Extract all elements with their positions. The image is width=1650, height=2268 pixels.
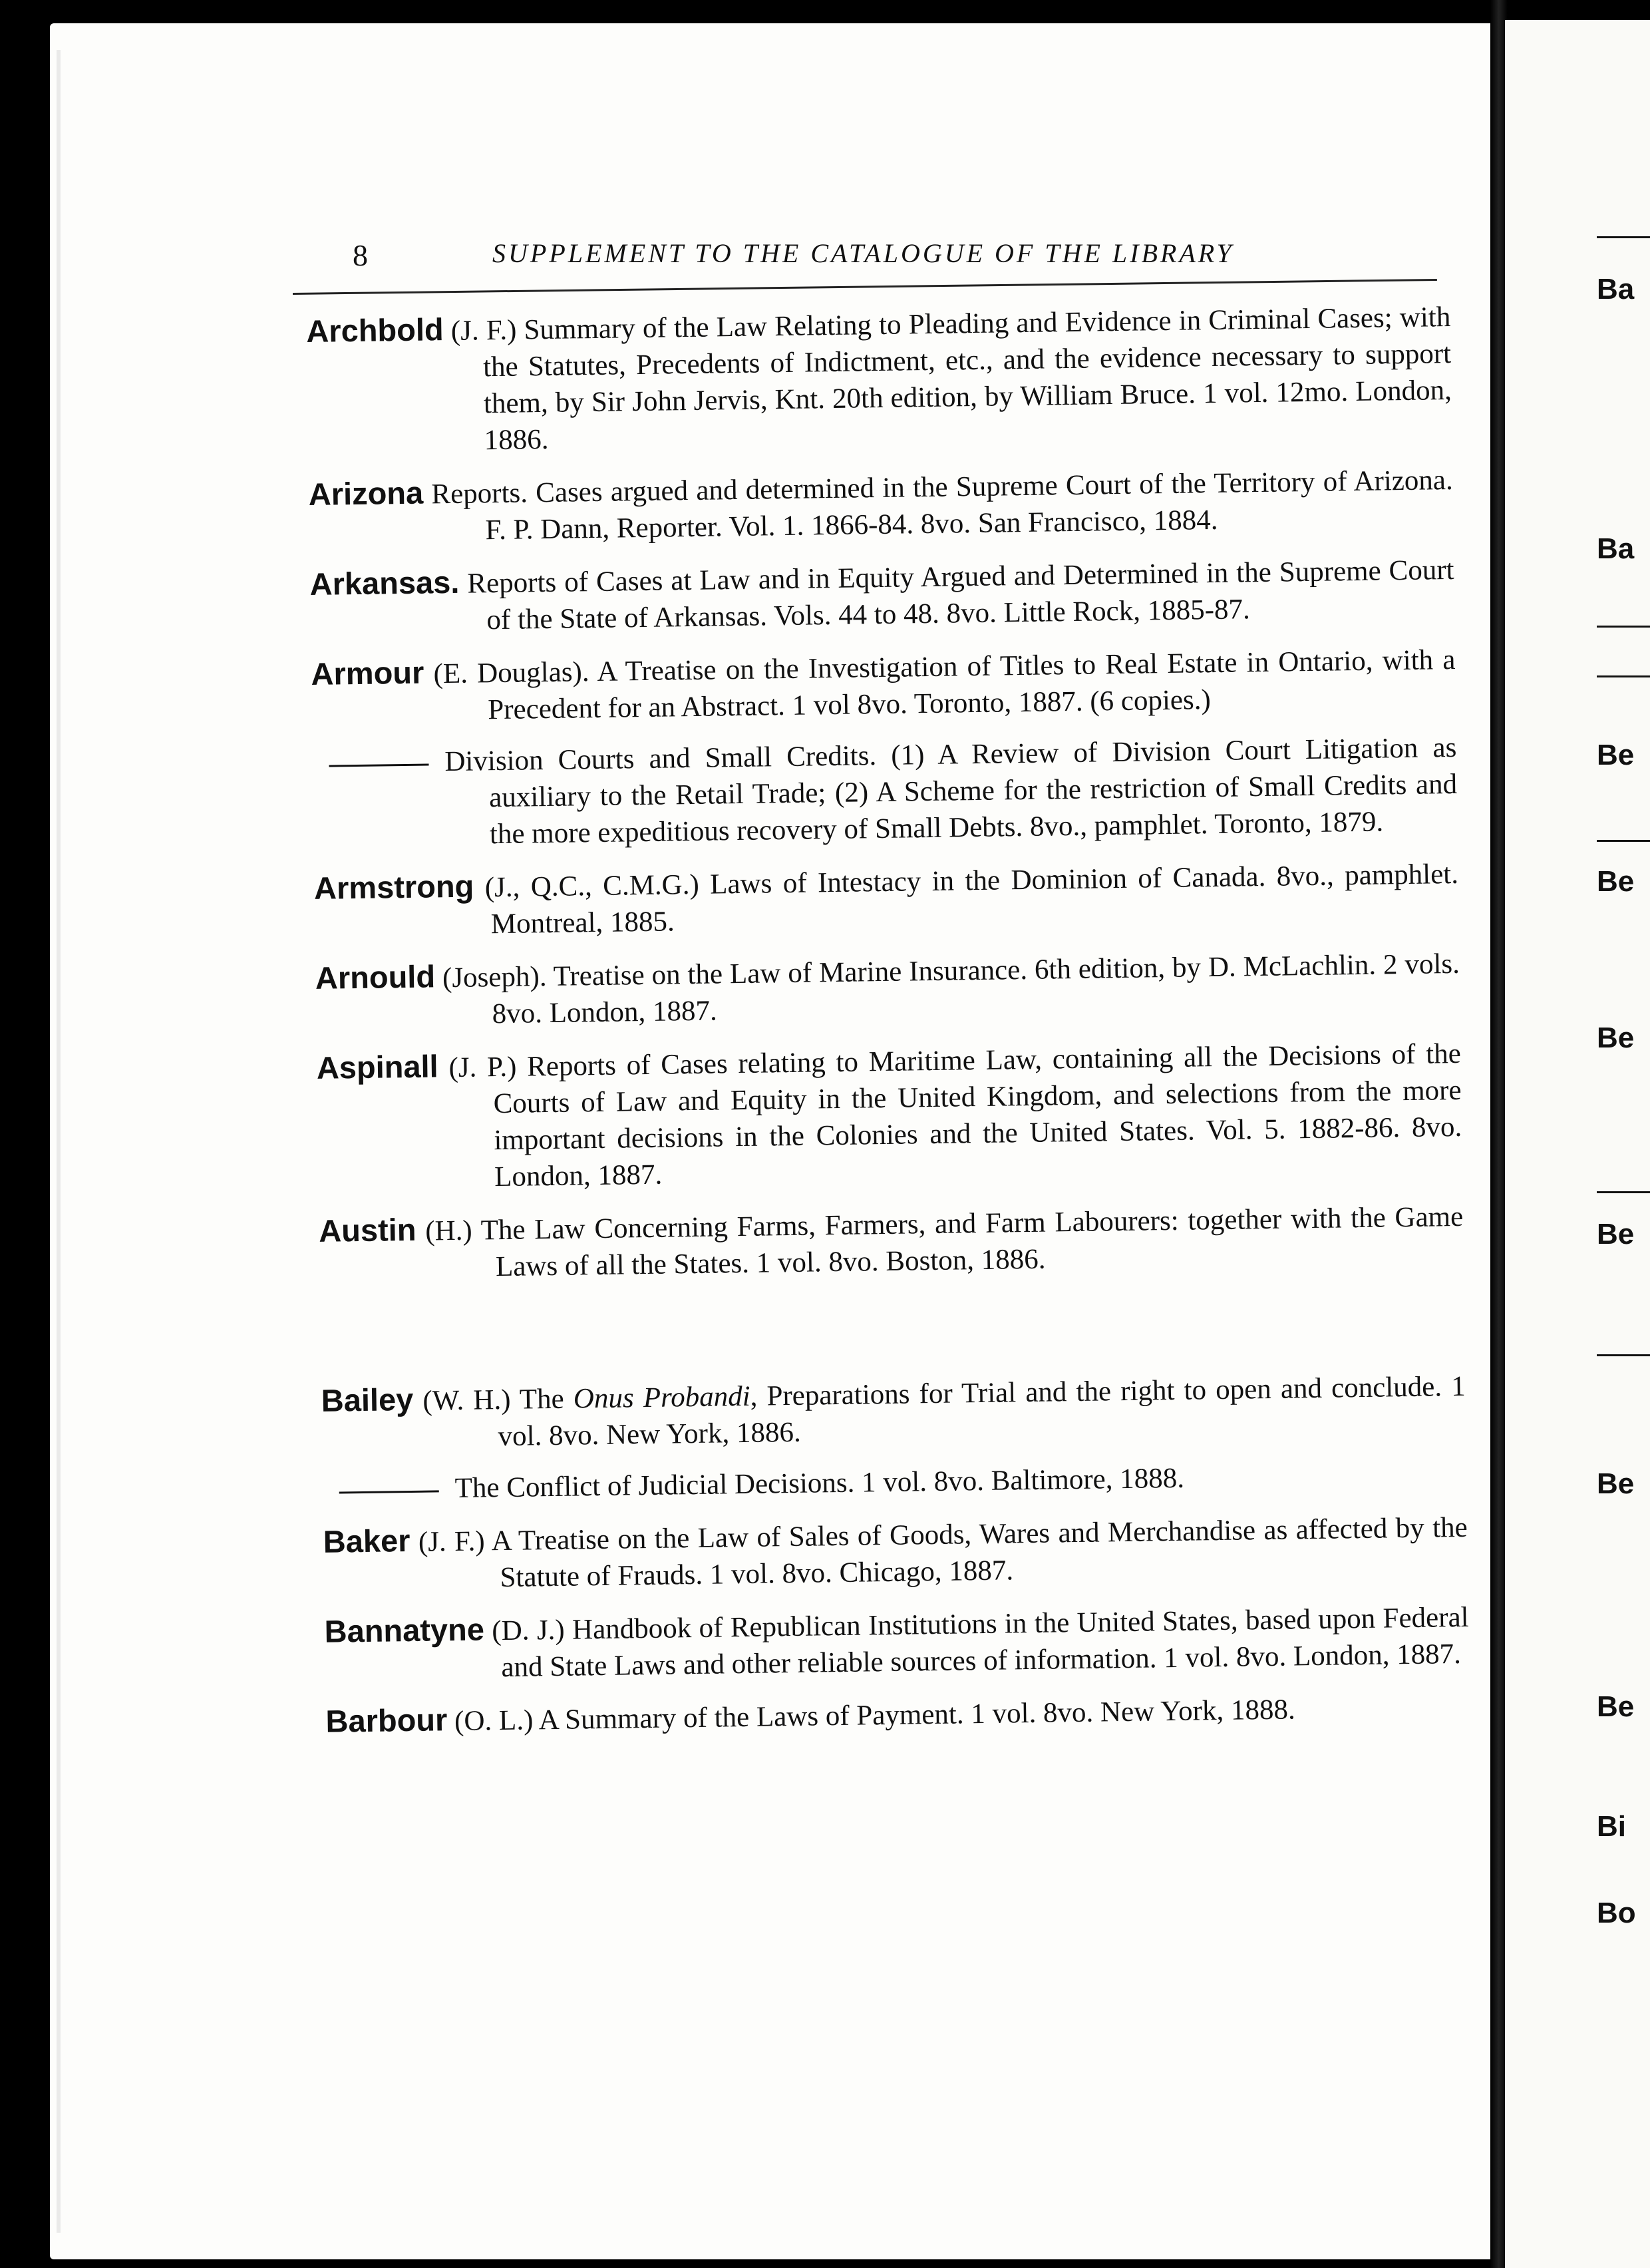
ditto-dash — [339, 1490, 439, 1493]
entry-archbold — [306, 297, 1452, 461]
entry-text: (E. Douglas). A Treatise on the Investigation of Titles to Real Estate in Ontario, with a Precedent for an Abstract. 1 vol 8vo. Toronto, 1887. (6 copies.) — [433, 644, 1456, 726]
running-title: SUPPLEMENT TO THE CATALOGUE OF THE LIBRARY — [492, 238, 1234, 268]
section-gap — [320, 1286, 1466, 1382]
entry-name: Aspinall — [316, 1048, 439, 1085]
entry-text: (J. F.) Summary of the Law Relating to Pleading and Evidence in Criminal Cases; with the Statutes, Precedents of Indictment, etc., and the evidence necessary to support them, by Sir John Jervis, Knt. 20th edition, by William Bruce. 1 vol. 12mo. London, 1886. — [450, 301, 1452, 457]
facing-rule — [1597, 840, 1650, 842]
page-number: 8 — [353, 238, 368, 272]
entry-arnould — [315, 944, 1460, 1035]
entry-text: Reports. Cases argued and determined in the Supreme Court of the Territory of Arizona. F. P. Dann, Reporter. Vol. 1. 1866-84. 8vo. San Francisco, 1884. — [431, 464, 1454, 546]
facing-rule — [1597, 236, 1650, 238]
entry-name: Barbour — [325, 1702, 448, 1739]
entry-name: Arnould — [315, 958, 436, 996]
facing-rule — [1597, 1191, 1650, 1193]
entry-armstrong — [314, 854, 1459, 945]
entry-name: Arizona — [308, 474, 424, 512]
entry-armour-division-courts — [312, 729, 1458, 855]
entry-text: (J. F.) A Treatise on the Law of Sales of Goods, Wares and Merchandise as affected by the Statute of Frauds. 1 vol. 8vo. Chicago, 1887. — [418, 1511, 1468, 1594]
facing-rule — [1597, 1354, 1650, 1356]
facing-word: Be — [1597, 865, 1635, 898]
entry-text: , Preparations for Trial and the right to open and conclude. 1 vol. 8vo. New York, 1886. — [498, 1370, 1466, 1453]
entry-name: Baker — [323, 1522, 411, 1559]
facing-word: Ba — [1597, 273, 1635, 305]
entry-baker — [323, 1507, 1468, 1599]
entry-name: Bailey — [321, 1381, 414, 1418]
entry-name: Archbold — [306, 311, 444, 349]
facing-word: Be — [1597, 1218, 1635, 1250]
entry-text: (H.) The Law Concerning Farms, Farmers, and Farm Labourers: together with the Game Laws of all the States. 1 vol. 8vo. Boston, 1886. — [424, 1201, 1464, 1283]
entry-name: Austin — [318, 1211, 416, 1248]
entry-text: Reports of Cases at Law and in Equity Argued and Determined in the Supreme Court of the State of Arkansas. Vols. 44 to 48. 8vo. Little Rock, 1885-87. — [467, 554, 1454, 636]
page-header — [353, 238, 1484, 291]
facing-word: Be — [1597, 1467, 1635, 1500]
facing-word: Be — [1597, 1022, 1635, 1054]
entry-arkansas — [309, 550, 1454, 641]
entry-aspinall — [316, 1034, 1462, 1198]
facing-word: Ba — [1597, 532, 1635, 565]
entry-italic-title: Onus Probandi — [573, 1380, 750, 1415]
entry-text: (D. J.) Handbook of Republican Institutions in the United States, based upon Federal and State Laws and other reliable sources of information. 1 vol. 8vo. London, 1887. — [492, 1601, 1469, 1684]
entry-text: (J. P.) Reports of Cases relating to Maritime Law, containing all the Decisions of the Courts of Law and Equity in the United Kingdom, and selections from the more important decisions in the Colonies and the United States. Vol. 5. 1882-86. 8vo. London, 1887. — [448, 1038, 1462, 1193]
facing-rule — [1597, 675, 1650, 677]
entry-bannatyne — [324, 1597, 1469, 1688]
entry-armour — [311, 640, 1456, 731]
entry-barbour — [325, 1687, 1470, 1742]
facing-word: Be — [1597, 739, 1635, 771]
entry-bailey-conflict — [322, 1456, 1467, 1509]
entry-text: The Conflict of Judicial Decisions. 1 vol. 8vo. Baltimore, 1888. — [454, 1462, 1185, 1505]
entry-name: Armour — [311, 654, 424, 691]
entry-name: Arkansas. — [309, 564, 460, 602]
facing-page-fragments — [1597, 0, 1650, 2268]
entry-text: (Joseph). Treatise on the Law of Marine Insurance. 6th edition, by D. McLachlin. 2 vols. 8vo. London, 1887. — [442, 948, 1460, 1030]
entry-text: (O. L.) A Summary of the Laws of Payment. 1 vol. 8vo. New York, 1888. — [454, 1694, 1295, 1738]
catalogue-entries — [306, 297, 1470, 1756]
entry-bailey — [321, 1366, 1466, 1457]
facing-word: Bo — [1597, 1897, 1636, 1929]
facing-word: Be — [1597, 1690, 1635, 1723]
entry-name: Armstrong — [313, 868, 474, 906]
entry-text: (W. H.) The — [422, 1383, 574, 1417]
entry-arizona — [308, 460, 1453, 551]
entry-text: (J., Q.C., C.M.G.) Laws of Intestacy in the Dominion of Canada. 8vo., pamphlet. Montreal, 1885. — [484, 858, 1459, 940]
ditto-dash — [329, 763, 428, 767]
entry-name: Bannatyne — [324, 1611, 485, 1649]
facing-word: Bi — [1597, 1810, 1626, 1843]
entry-text: Division Courts and Small Credits. (1) A Review of Division Court Litigation as auxiliary to the Retail Trade; (2) A Scheme for the restriction of Small Credits and the more expeditious recovery of Small Debts. 8vo., pamphlet. Toronto, 1879. — [444, 731, 1458, 850]
facing-rule — [1597, 626, 1650, 628]
entry-austin — [319, 1197, 1464, 1288]
